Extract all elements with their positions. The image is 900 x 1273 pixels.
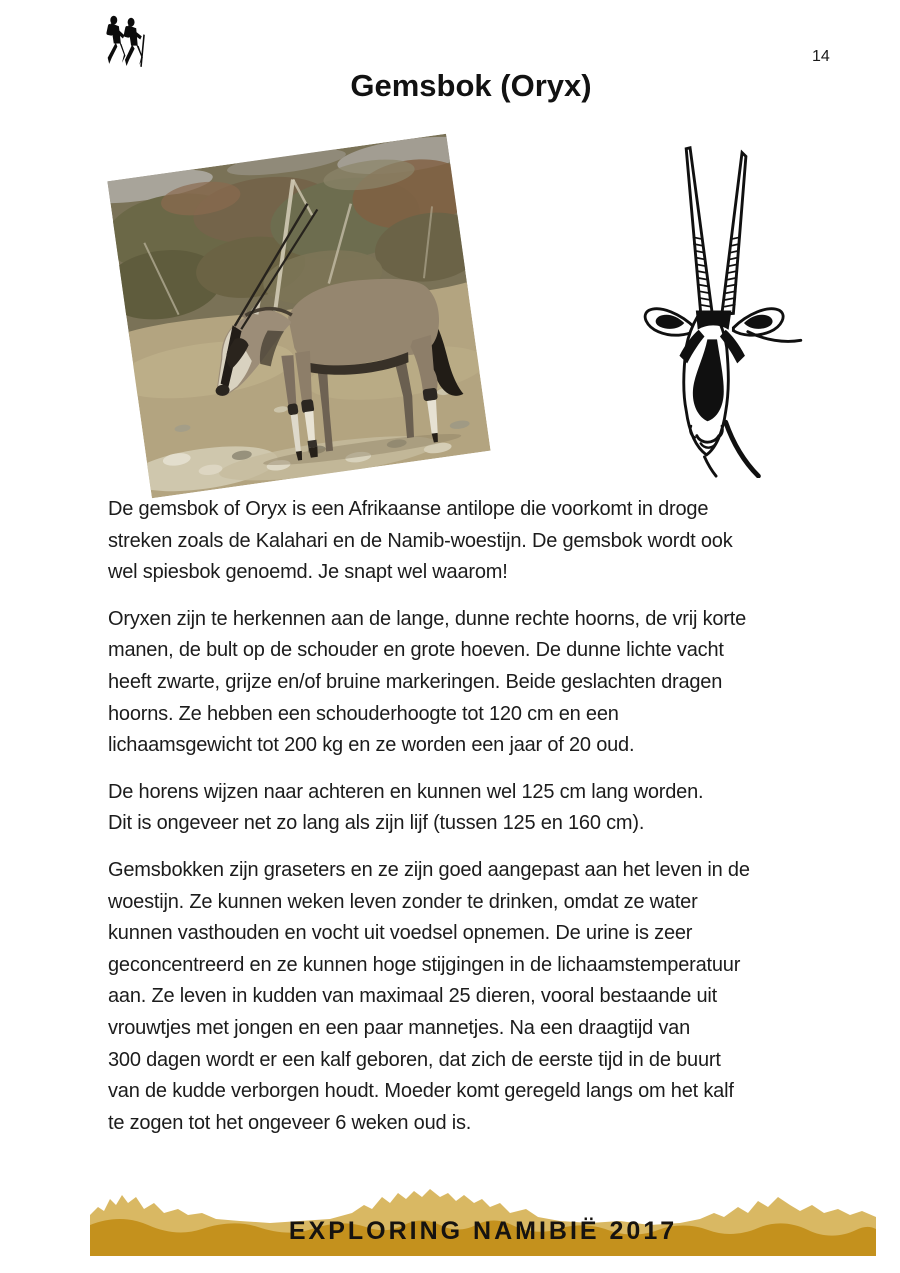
- page-number: 14: [812, 48, 830, 65]
- footer-banner-svg: [90, 1185, 876, 1256]
- footer-banner-text: EXPLORING NAMIBIË 2017: [288, 1217, 678, 1245]
- page-title: Gemsbok (Oryx): [350, 68, 592, 103]
- text-line: wel spiesbok genoemd. Je snapt wel waarom!: [108, 561, 508, 584]
- text-line: hoorns. Ze hebben een schouderhoogte tot 120 cm en een: [108, 702, 619, 725]
- text-line: manen, de bult op de schouder en grote hoeven. De dunne lichte vacht: [108, 639, 724, 662]
- text-line: heeft zwarte, grijze en/of bruine markeringen. Beide geslachten dragen: [108, 670, 723, 693]
- text-line: aan. Ze leven in kudden van maximaal 25 dieren, vooral bestaande uit: [108, 985, 718, 1008]
- two-hikers-rock-art-logo: [100, 13, 152, 69]
- text-line: vrouwtjes met jongen en een paar mannetjes. Na een draagtijd van: [108, 1016, 691, 1039]
- footer-banner: [90, 1185, 876, 1256]
- text-line: van de kudde verborgen houdt. Moeder komt geregeld langs om het kalf: [108, 1080, 734, 1103]
- text-line: Oryxen zijn te herkennen aan de lange, dunne rechte hoorns, de vrij korte: [108, 607, 747, 630]
- oryx-head-svg: [606, 141, 803, 478]
- text-line: kunnen vasthouden en vocht uit voedsel opnemen. De urine is zeer: [108, 922, 693, 945]
- text-line: Gemsbokken zijn graseters en ze zijn goed aangepast aan het leven in de: [108, 858, 750, 881]
- oryx-head-lines: [645, 148, 801, 476]
- text-line: lichaamsgewicht tot 200 kg en ze worden een jaar of 20 oud.: [108, 734, 635, 757]
- paragraph-2: [108, 604, 848, 762]
- text-line: streken zoals de Kalahari en de Namib-woestijn. De gemsbok wordt ook: [108, 529, 733, 552]
- text-line: De gemsbok of Oryx is een Afrikaanse antilope die voorkomt in droge: [108, 498, 709, 520]
- article-body: [108, 494, 848, 1154]
- text-line: te zogen tot het ongeveer 6 weken oud is.: [108, 1111, 472, 1134]
- paragraph-1: [108, 494, 848, 589]
- text-line: Dit is ongeveer net zo lang als zijn lijf (tussen 125 en 160 cm).: [108, 812, 645, 835]
- gemsbok-photo-scene: [107, 134, 490, 498]
- hikers-icon: [100, 13, 152, 69]
- paragraph-4: [108, 855, 848, 1139]
- gemsbok-photo: [107, 134, 490, 498]
- text-line: De horens wijzen naar achteren en kunnen wel 125 cm lang worden.: [108, 780, 704, 803]
- text-line: geconcentreerd en ze kunnen hoge stijgingen in de lichaamstemperatuur: [108, 953, 741, 976]
- text-line: 300 dagen wordt er een kalf geboren, dat zich de eerste tijd in de buurt: [108, 1048, 721, 1071]
- text-line: woestijn. Ze kunnen weken leven zonder te drinken, omdat ze water: [108, 890, 698, 913]
- paragraph-3: [108, 777, 848, 840]
- oryx-head-drawing: [606, 141, 803, 478]
